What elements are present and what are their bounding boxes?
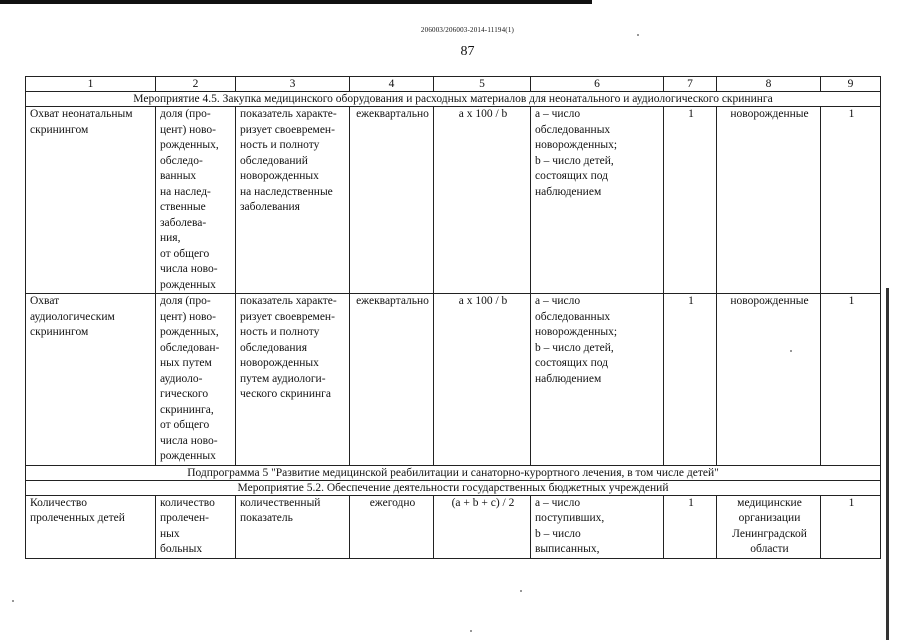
indicator-unit: количество пролечен- ных больных — [156, 495, 236, 558]
indicator-responsible: 1 — [821, 107, 881, 294]
indicators-table — [25, 76, 881, 559]
column-number: 1 — [26, 77, 156, 92]
indicator-periodicity: ежеквартально — [350, 107, 434, 294]
indicator-variables: a – число обследованных новорожденных; b – число детей, состоящих под наблюдением — [531, 294, 664, 466]
scan-speck — [12, 600, 14, 602]
indicator-responsible: 1 — [821, 495, 881, 558]
indicator-population: новорожденные — [717, 107, 821, 294]
indicator-name: Охват аудиологическим скринингом — [26, 294, 156, 466]
indicator-periodicity: ежегодно — [350, 495, 434, 558]
scan-speck — [637, 34, 639, 36]
indicator-name: Количество пролеченных детей — [26, 495, 156, 558]
column-number-row — [26, 77, 881, 92]
indicator-formula: a x 100 / b — [434, 294, 531, 466]
indicator-name: Охват неонатальным скринингом — [26, 107, 156, 294]
indicator-description: количественный показатель — [236, 495, 350, 558]
column-number: 2 — [156, 77, 236, 92]
section-row — [26, 92, 881, 107]
scan-right-edge — [886, 288, 889, 640]
indicator-variables: a – число обследованных новорожденных; b – число детей, состоящих под наблюдением — [531, 107, 664, 294]
indicator-method: 1 — [664, 294, 717, 466]
measure-4-5-heading: Мероприятие 4.5. Закупка медицинского оборудования и расходных материалов для неонатального и аудиологического скрининга — [26, 92, 881, 107]
column-number: 6 — [531, 77, 664, 92]
indicator-formula: a x 100 / b — [434, 107, 531, 294]
measure-5-2-heading: Мероприятие 5.2. Обеспечение деятельности государственных бюджетных учреждений — [26, 480, 881, 495]
column-number: 4 — [350, 77, 434, 92]
indicator-population: новорожденные — [717, 294, 821, 466]
indicator-responsible: 1 — [821, 294, 881, 466]
indicator-unit: доля (про- цент) ново- рожденных, обследован- ных путем аудиоло- гического скрининга, от общего числа ново- рожденных — [156, 294, 236, 466]
indicator-description: показатель характе- ризует своевремен- ность и полноту обследований новорожденных на наследственные заболевания — [236, 107, 350, 294]
column-number: 7 — [664, 77, 717, 92]
table-row — [26, 294, 881, 466]
table-row — [26, 495, 881, 558]
indicator-method: 1 — [664, 495, 717, 558]
scan-speck — [520, 590, 522, 592]
column-number: 3 — [236, 77, 350, 92]
document-number: 206003/206003-2014-11194(1) — [420, 26, 515, 34]
scan-speck — [790, 350, 792, 352]
column-number: 9 — [821, 77, 881, 92]
indicator-formula: (a + b + c) / 2 — [434, 495, 531, 558]
indicator-variables: a – число поступивших, b – число выписанных, — [531, 495, 664, 558]
column-number: 5 — [434, 77, 531, 92]
indicator-description: показатель характе- ризует своевремен- ность и полноту обследования новорожденных путем аудиологи- ческого скрининга — [236, 294, 350, 466]
indicator-unit: доля (про- цент) ново- рожденных, обследо- ванных на наслед- ственные заболева- ния, от общего числа ново- рожденных — [156, 107, 236, 294]
table-row — [26, 107, 881, 294]
indicator-method: 1 — [664, 107, 717, 294]
indicator-periodicity: ежеквартально — [350, 294, 434, 466]
indicator-population: медицинские организации Ленинградской области — [717, 495, 821, 558]
scan-top-edge — [0, 0, 592, 4]
section-row — [26, 480, 881, 495]
section-row — [26, 465, 881, 480]
page-number: 87 — [460, 44, 475, 59]
column-number: 8 — [717, 77, 821, 92]
subprogram-5-heading: Подпрограмма 5 "Развитие медицинской реабилитации и санаторно-курортного лечения, в том числе детей" — [26, 465, 881, 480]
scan-speck — [470, 630, 472, 632]
